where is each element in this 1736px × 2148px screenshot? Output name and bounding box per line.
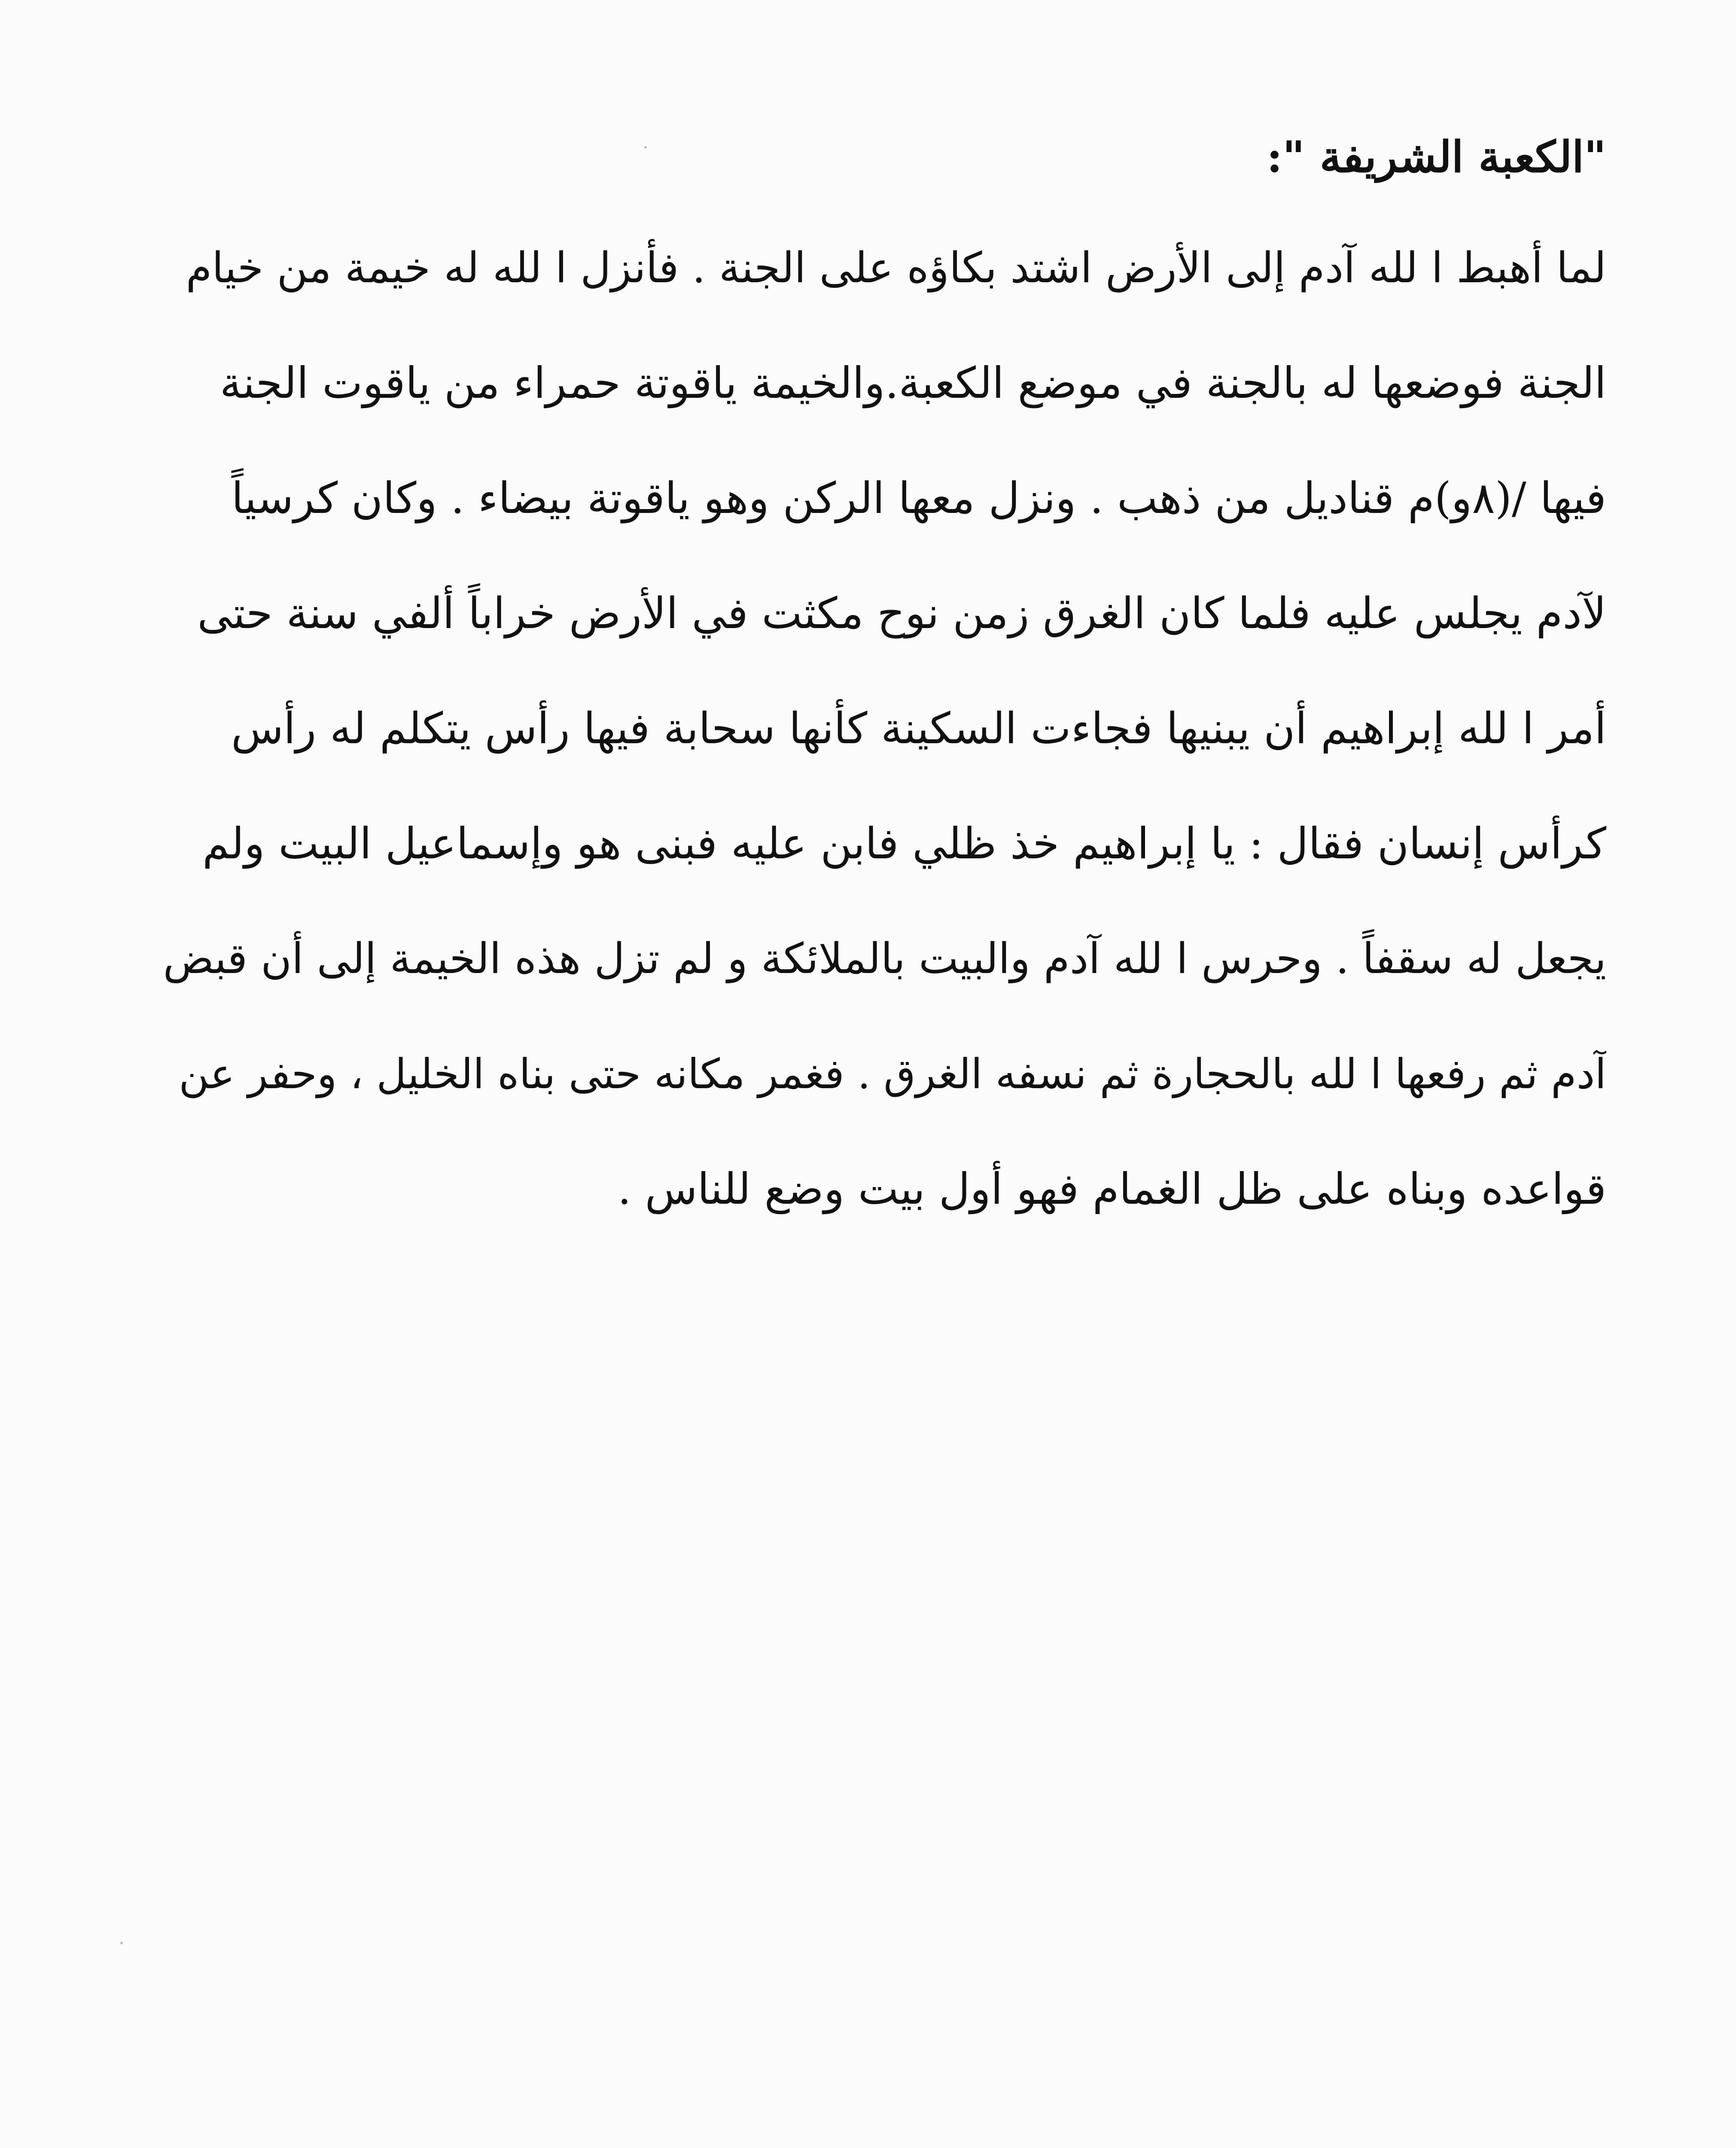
scan-speck <box>644 146 647 149</box>
text-line-4: لآدم يجلس عليه فلما كان الغرق زمن نوح مكثت في الأرض خراباً ألفي سنة حتى <box>197 588 1606 638</box>
body-text <box>163 129 1606 1247</box>
scan-speck <box>120 1942 123 1944</box>
text-line-8: آدم ثم رفعها ا لله بالحجارة ثم نسفه الغرق . فغمر مكانه حتى بناه الخليل ، وحفر عن <box>179 1050 1606 1098</box>
text-line-3: فيها /(٨و)م قناديل من ذهب . ونزل معها الركن وهو ياقوتة بيضاء . وكان كرسياً <box>231 473 1606 523</box>
text-line-2: الجنة فوضعها له بالجنة في موضع الكعبة.والخيمة ياقوتة حمراء من ياقوت الجنة <box>219 358 1606 408</box>
section-heading: "الكعبة الشريفة ": <box>1267 131 1606 182</box>
text-line-9: قواعده وبناه على ظل الغمام فهو أول بيت وضع للناس . <box>618 1164 1606 1214</box>
text-line-1: لما أهبط ا لله آدم إلى الأرض اشتد بكاؤه على الجنة . فأنزل ا لله له خيمة من خيام <box>186 244 1606 293</box>
text-line-5: أمر ا لله إبراهيم أن يبنيها فجاءت السكينة كأنها سحابة فيها رأس يتكلم له رأس <box>231 703 1606 754</box>
text-line-7: يجعل له سقفاً . وحرس ا لله آدم والبيت بالملائكة و لم تزل هذه الخيمة إلى أن قبض <box>163 934 1606 983</box>
text-line-6: كرأس إنسان فقال : يا إبراهيم خذ ظلي فابن عليه فبنى هو وإسماعيل البيت ولم <box>202 818 1606 869</box>
